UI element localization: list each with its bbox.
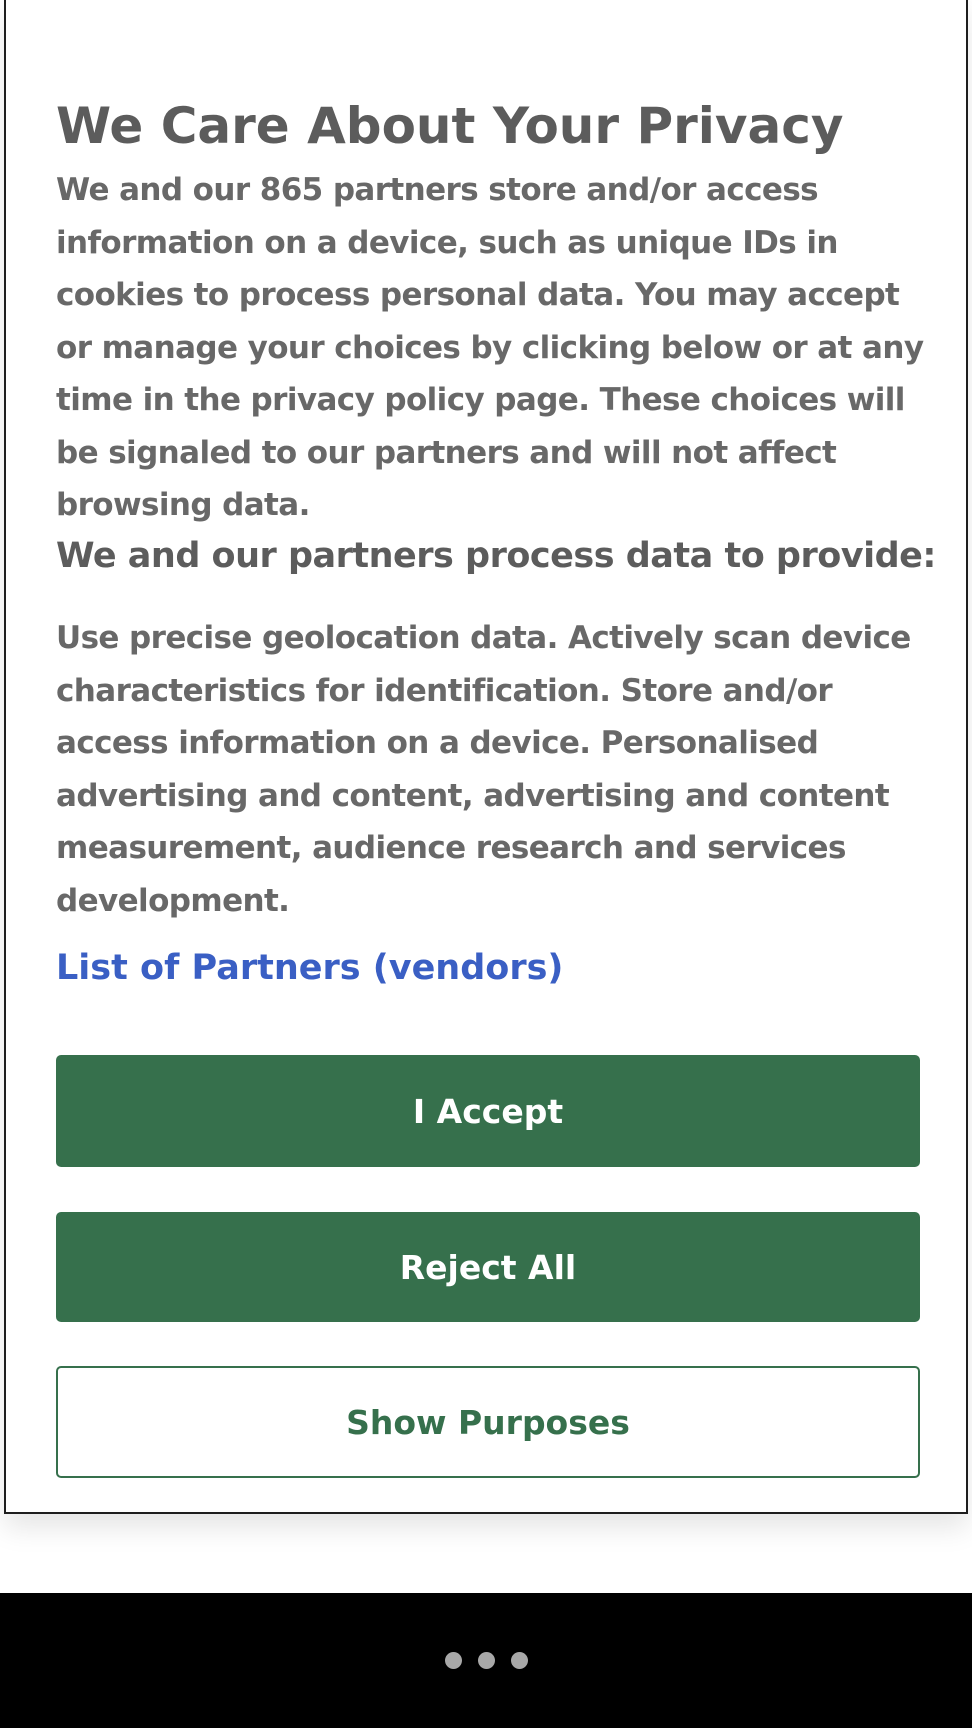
dot-icon: [511, 1652, 528, 1669]
dot-icon: [478, 1652, 495, 1669]
consent-dialog: [4, 0, 968, 1514]
dot-icon: [445, 1652, 462, 1669]
show-purposes-button[interactable]: Show Purposes: [56, 1366, 920, 1478]
dialog-title: We Care About Your Privacy: [56, 97, 844, 155]
partners-link[interactable]: List of Partners (vendors): [56, 948, 564, 988]
intro-text: We and our 865 partners store and/or access information on a device, such as unique IDs in cookies to process personal data. You may accept or manage your choices by clicking below or at any time in the privacy policy page. These choices will be signaled to our partners and will not affect browsing data.: [56, 172, 924, 523]
more-dots-icon[interactable]: [0, 1593, 972, 1728]
bottom-navigation-bar: [0, 1593, 972, 1728]
purposes-text: Use precise geolocation data. Actively scan device characteristics for identification. Store and/or access information on a device. Personalised advertising and content, advertising and content measurement, audience research and services development.: [56, 620, 911, 919]
purposes-heading: We and our partners process data to provide:: [56, 536, 936, 576]
accept-button[interactable]: I Accept: [56, 1055, 920, 1167]
reject-all-button[interactable]: Reject All: [56, 1212, 920, 1322]
